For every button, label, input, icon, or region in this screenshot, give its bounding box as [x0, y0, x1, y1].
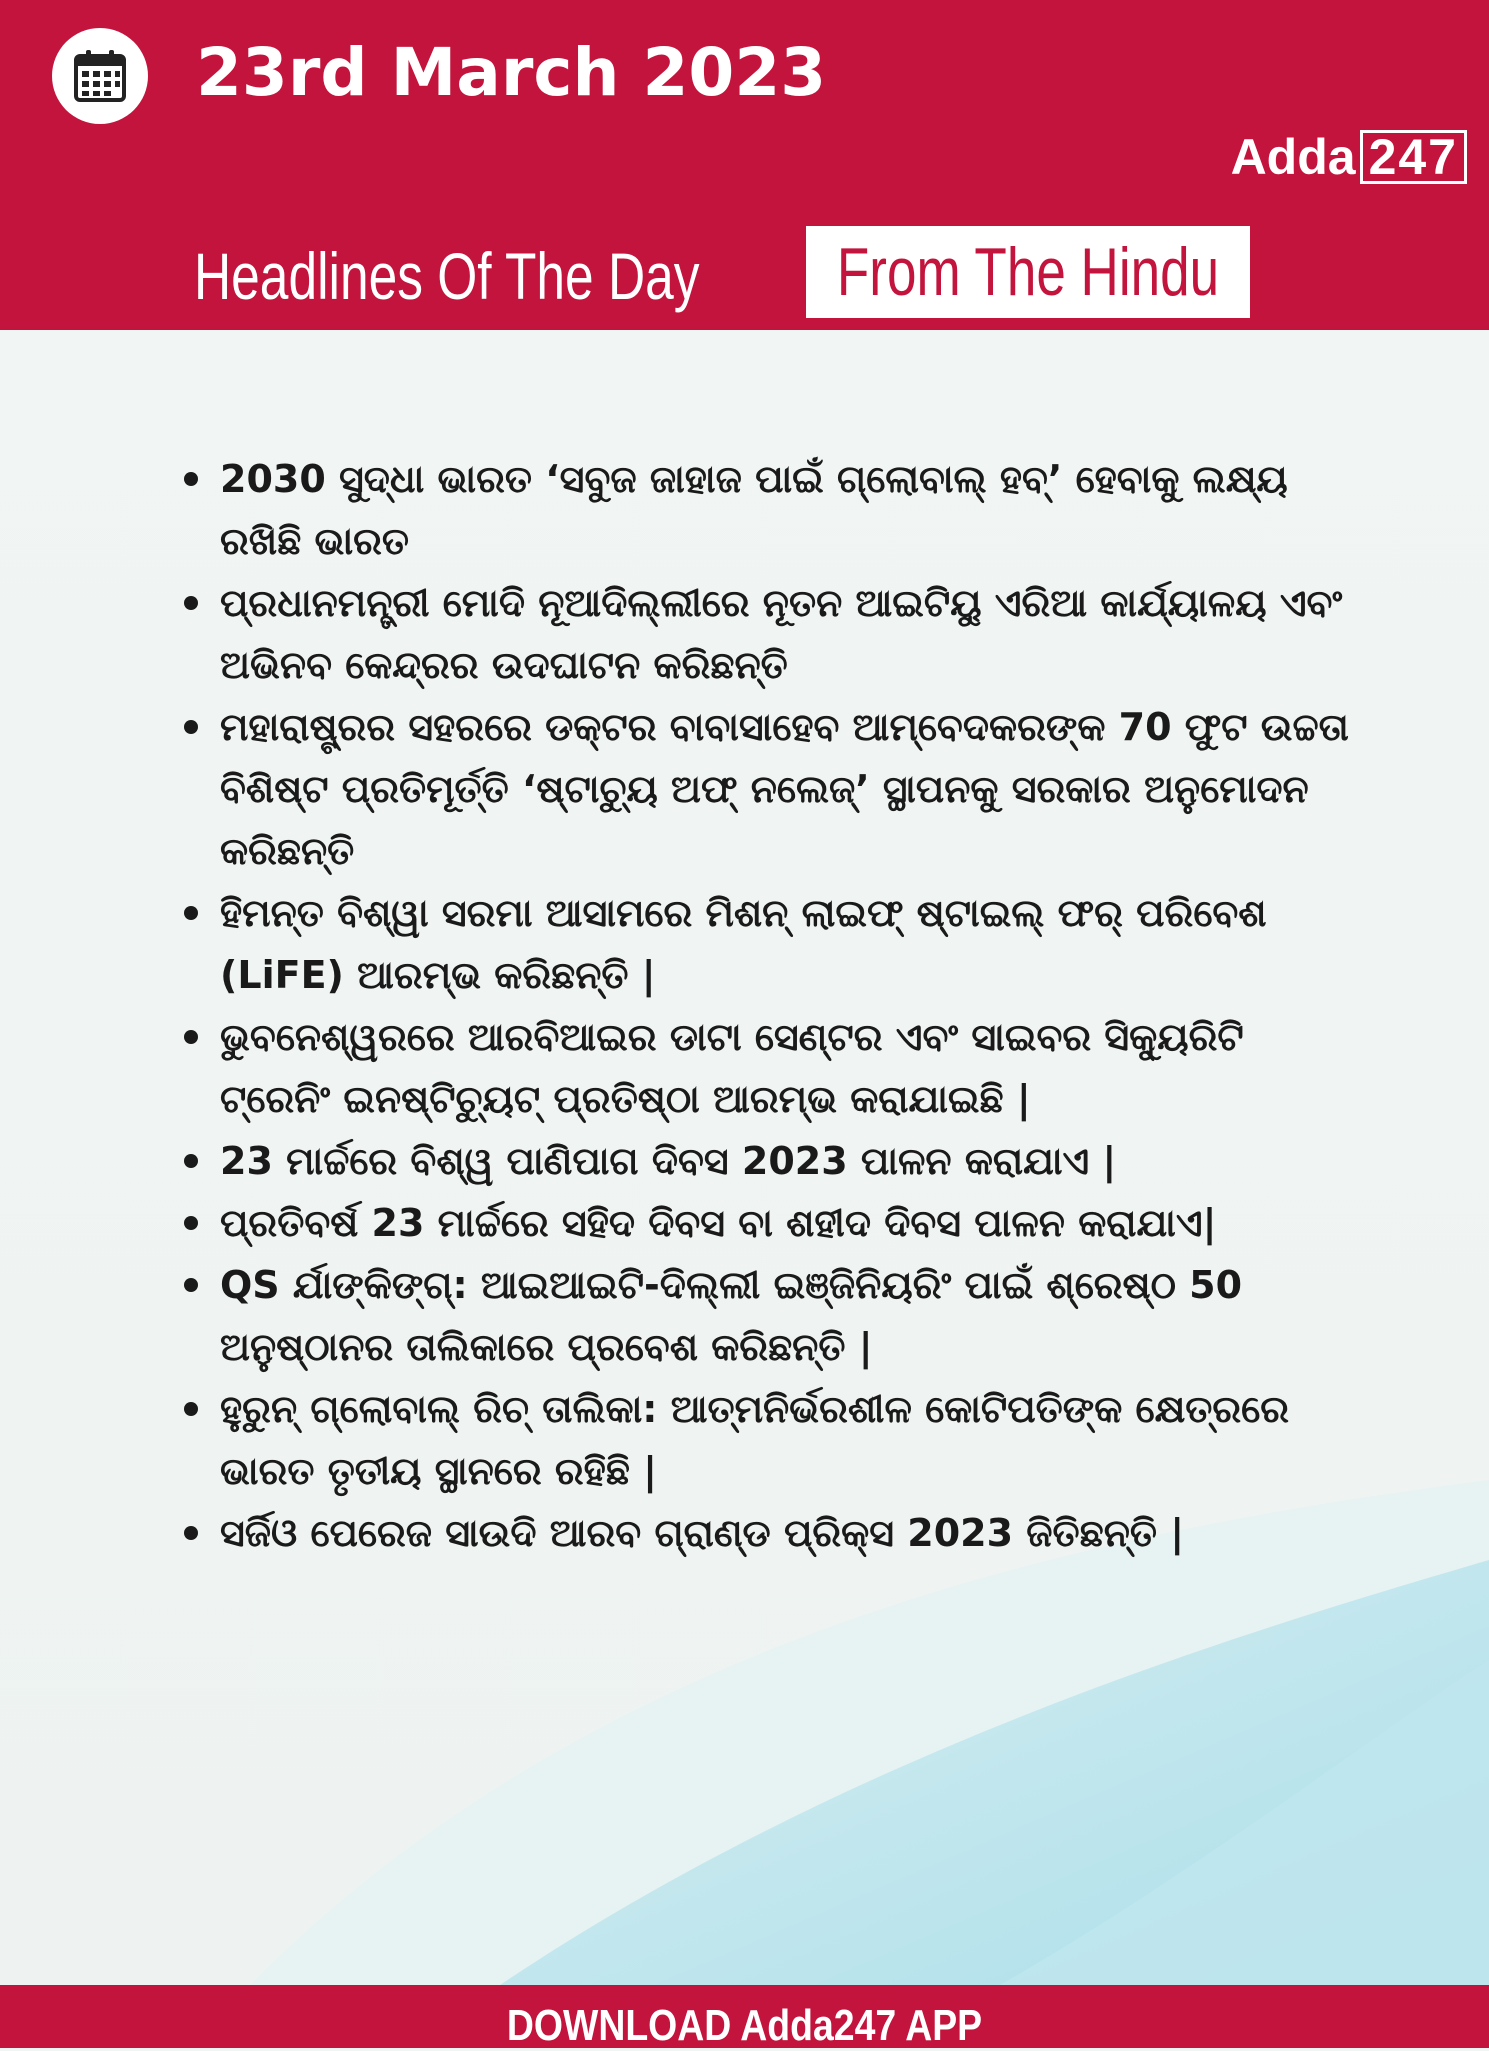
- headline-item: [176, 696, 1356, 882]
- headline-item: [176, 1130, 1356, 1192]
- calendar-icon: [70, 46, 130, 106]
- bullet-icon: [184, 1030, 198, 1044]
- headline-text: 2030 ସୁଦ୍ଧା ଭାରତ ‘ସବୁଜ ଜାହାଜ ପାଇଁ ଗ୍ଲୋବାଲ୍ ହବ୍’ ହେବାକୁ ଲକ୍ଷ୍ୟ ରଖିଛି ଭାରତ: [220, 457, 1288, 563]
- content-area: [0, 330, 1489, 1985]
- bullet-icon: [184, 1278, 198, 1292]
- headline-text: ହିମନ୍ତ ବିଶ୍ୱା ସରମା ଆସାମରେ ମିଶନ୍ ଲାଇଫ୍ ଷ୍ଟାଇଲ୍ ଫର୍ ପରିବେଶ (LiFE) ଆରମ୍ଭ କରିଛନ୍ତି |: [220, 891, 1267, 997]
- headline-text: 23 ମାର୍ଚ୍ଚରେ ବିଶ୍ୱ ପାଣିପାଗ ଦିବସ 2023 ପାଳନ କରାଯାଏ |: [220, 1139, 1117, 1183]
- headline-text: ହୁରୁନ୍ ଗ୍ଲୋବାଲ୍ ରିଚ୍ ତାଲିକା: ଆତ୍ମନିର୍ଭରଶୀଳ କୋଟିପତିଙ୍କ କ୍ଷେତ୍ରରେ ଭାରତ ତୃତୀୟ ସ୍ଥାନରେ ରହିଛି |: [220, 1387, 1290, 1493]
- headlines-label: Headlines Of The Day: [194, 239, 700, 313]
- headline-item: [176, 1192, 1356, 1254]
- bullet-icon: [184, 472, 198, 486]
- bullet-icon: [184, 1526, 198, 1540]
- logo-prefix: Adda: [1230, 129, 1356, 185]
- bullet-icon: [184, 596, 198, 610]
- adda247-logo: [1231, 128, 1467, 186]
- header-banner: [0, 0, 1489, 330]
- source-label: From The Hindu: [836, 234, 1220, 310]
- headline-text: QS ର୍ଯାଙ୍କିଙ୍ଗ୍: ଆଇଆଇଟି-ଦିଲ୍ଲୀ ଇଞ୍ଜିନିୟରିଂ ପାଇଁ ଶ୍ରେଷ୍ଠ 50 ଅନୁଷ୍ଠାନର ତାଲିକାରେ ପ୍ରବେଶ କରିଛନ୍ତି |: [220, 1263, 1243, 1369]
- headline-item: [176, 1006, 1356, 1130]
- headline-text: ପ୍ରଧାନମନ୍ତ୍ରୀ ମୋଦି ନୂଆଦିଲ୍ଲୀରେ ନୂତନ ଆଇଟିୟୁ ଏରିଆ କାର୍ଯ୍ୟାଳୟ ଏବଂ ଅଭିନବ କେନ୍ଦ୍ରର ଉଦଘାଟନ କରିଛନ୍ତି: [220, 581, 1343, 687]
- bullet-icon: [184, 1216, 198, 1230]
- headline-text: ଭୁବନେଶ୍ୱରରେ ଆରବିଆଇର ଡାଟା ସେଣ୍ଟର ଏବଂ ସାଇବର ସିକ୍ୟୁରିଟି ଟ୍ରେନିଂ ଇନଷ୍ଟିଚ୍ୟୁଟ୍ ପ୍ରତିଷ୍ଠା ଆରମ୍ଭ କରାଯାଇଛି |: [220, 1015, 1244, 1121]
- calendar-badge: [52, 28, 148, 124]
- bullet-icon: [184, 1154, 198, 1168]
- bullet-icon: [184, 906, 198, 920]
- headline-list: [176, 448, 1356, 1564]
- headline-text: ମହାରାଷ୍ଟ୍ରର ସହରରେ ଡକ୍ଟର ବାବାସାହେବ ଆମ୍ବେଦକରଙ୍କ 70 ଫୁଟ ଉଚ୍ଚତା ବିଶିଷ୍ଟ ପ୍ରତିମୂର୍ତ୍ତି ‘ଷ୍ଟାଚ୍ୟୁ ଅଫ୍ ନଲେଜ୍’ ସ୍ଥାପନକୁ ସରକାର ଅନୁମୋଦନ କରିଛନ୍ତି: [220, 705, 1349, 873]
- bullet-icon: [184, 720, 198, 734]
- headline-text: ସର୍ଜିଓ ପେରେଜ ସାଉଦି ଆରବ ଗ୍ରାଣ୍ଡ ପ୍ରିକ୍ସ 2023 ଜିତିଛନ୍ତି |: [220, 1511, 1185, 1555]
- source-box: [806, 226, 1250, 318]
- headline-text: ପ୍ରତିବର୍ଷ 23 ମାର୍ଚ୍ଚରେ ସହିଦ ଦିବସ ବା ଶହୀଦ ଦିବସ ପାଳନ କରାଯାଏ|: [220, 1201, 1217, 1245]
- bullet-icon: [184, 1402, 198, 1416]
- headline-item: [176, 1254, 1356, 1378]
- date-title: 23rd March 2023: [196, 34, 827, 111]
- headline-item: [176, 448, 1356, 572]
- headline-item: [176, 572, 1356, 696]
- headline-item: [176, 1378, 1356, 1502]
- download-app-cta[interactable]: DOWNLOAD Adda247 APP: [506, 2000, 983, 2050]
- logo-number: 247: [1360, 130, 1467, 184]
- headline-item: [176, 1502, 1356, 1564]
- footer-banner: [0, 1985, 1489, 2048]
- headline-item: [176, 882, 1356, 1006]
